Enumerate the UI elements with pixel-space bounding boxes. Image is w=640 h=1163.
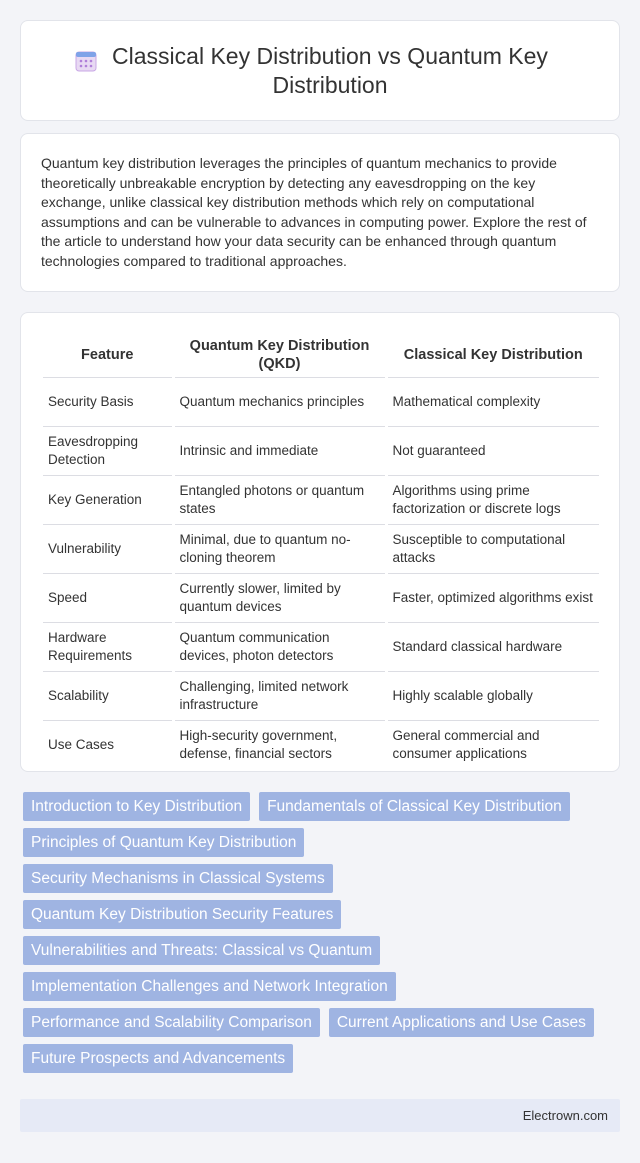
feature-cell: Key Generation xyxy=(43,476,173,525)
table-row xyxy=(43,476,599,525)
feature-cell: Scalability xyxy=(43,672,173,721)
tag-link[interactable]: Implementation Challenges and Network Integration xyxy=(23,972,396,1001)
classical-cell: Susceptible to computational attacks xyxy=(386,525,599,574)
qkd-cell: Quantum mechanics principles xyxy=(173,378,386,427)
header-qkd: Quantum Key Distribution (QKD) xyxy=(173,333,386,378)
tag-link[interactable]: Current Applications and Use Cases xyxy=(329,1008,594,1037)
tag-link[interactable]: Performance and Scalability Comparison xyxy=(23,1008,320,1037)
tag-link[interactable]: Fundamentals of Classical Key Distribution xyxy=(259,792,570,821)
table-row xyxy=(43,574,599,623)
footer xyxy=(20,1099,620,1132)
topic-tags xyxy=(20,792,620,1080)
page-title: Classical Key Distribution vs Quantum Key Distribution xyxy=(112,42,548,98)
qkd-cell: Challenging, limited network infrastructure xyxy=(173,672,386,721)
table-row xyxy=(43,623,599,672)
title-card xyxy=(20,20,620,121)
qkd-cell: Intrinsic and immediate xyxy=(173,427,386,476)
classical-cell: Not guaranteed xyxy=(386,427,599,476)
intro-paragraph: Quantum key distribution leverages the principles of quantum mechanics to provide theoretically unbreakable encryption by detecting any eavesdropping on the key exchange, unlike classical key distribution methods which rely on computational assumptions and can be vulnerable to advances in computing power. Explore the rest of the article to understand how your data security can be enhanced through quantum technologies compared to traditional approaches. xyxy=(41,155,587,269)
tag-link[interactable]: Introduction to Key Distribution xyxy=(23,792,250,821)
classical-cell: Highly scalable globally xyxy=(386,672,599,721)
comparison-table-card xyxy=(20,312,620,772)
tag-link[interactable]: Future Prospects and Advancements xyxy=(23,1044,293,1073)
table-row xyxy=(43,672,599,721)
tag-link[interactable]: Quantum Key Distribution Security Features xyxy=(23,900,341,929)
table-row xyxy=(43,427,599,476)
footer-site-link[interactable]: Electrown.com xyxy=(522,1108,608,1123)
header-feature: Feature xyxy=(81,347,134,363)
feature-cell: Eavesdropping Detection xyxy=(43,427,173,476)
classical-cell: General commercial and consumer applications xyxy=(386,721,599,770)
qkd-cell: Quantum communication devices, photon detectors xyxy=(173,623,386,672)
intro-card xyxy=(20,133,620,292)
classical-cell: Standard classical hardware xyxy=(386,623,599,672)
table-row xyxy=(43,378,599,427)
qkd-cell: Entangled photons or quantum states xyxy=(173,476,386,525)
feature-cell: Security Basis xyxy=(43,378,173,427)
qkd-cell: Currently slower, limited by quantum devices xyxy=(173,574,386,623)
comparison-table xyxy=(43,333,599,770)
table-header-row xyxy=(43,333,599,378)
classical-cell: Algorithms using prime factorization or discrete logs xyxy=(386,476,599,525)
feature-cell: Use Cases xyxy=(43,721,173,770)
feature-cell: Hardware Requirements xyxy=(43,623,173,672)
tag-link[interactable]: Principles of Quantum Key Distribution xyxy=(23,828,304,857)
qkd-cell: Minimal, due to quantum no-cloning theorem xyxy=(173,525,386,574)
classical-cell: Faster, optimized algorithms exist xyxy=(386,574,599,623)
classical-cell: Mathematical complexity xyxy=(386,378,599,427)
tag-link[interactable]: Security Mechanisms in Classical Systems xyxy=(23,864,333,893)
table-row xyxy=(43,721,599,770)
feature-cell: Speed xyxy=(43,574,173,623)
table-row xyxy=(43,525,599,574)
qkd-cell: High-security government, defense, financial sectors xyxy=(173,721,386,770)
header-classical: Classical Key Distribution xyxy=(386,333,599,378)
feature-cell: Vulnerability xyxy=(43,525,173,574)
tag-link[interactable]: Vulnerabilities and Threats: Classical vs Quantum xyxy=(23,936,380,965)
